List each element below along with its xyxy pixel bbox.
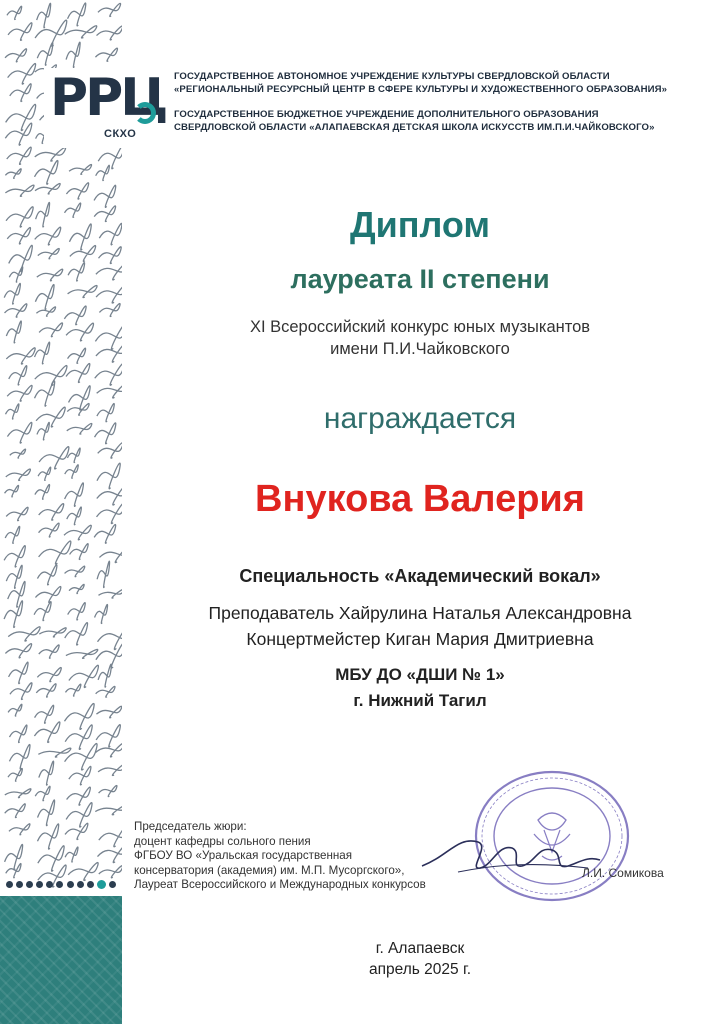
institution-1-line-1: ГОСУДАРСТВЕННОЕ АВТОНОМНОЕ УЧРЕЖДЕНИЕ КУЛЬТУРЫ СВЕРДЛОВСКОЙ ОБЛАСТИ: [174, 71, 610, 82]
school-city: г. Нижний Тагил: [353, 691, 487, 710]
jury-line-4: консерватория (академия) им. М.П. Мусоргского»,: [134, 863, 405, 877]
teacher: Преподаватель Хайрулина Наталья Александровна: [208, 603, 632, 623]
footer-place: г. Алапаевск: [375, 940, 465, 957]
diploma-degree: лауреата II степени: [290, 264, 550, 294]
dot-divider: [0, 878, 122, 890]
contest-name: [140, 316, 700, 360]
logo-ring-icon: [134, 102, 156, 124]
jury-line-3: ФГБОУ ВО «Уральская государственная: [134, 849, 352, 863]
school-block: [140, 662, 700, 714]
teal-pattern-band: [0, 896, 122, 1024]
contest-line-1: XI Всероссийский конкурс юных музыкантов: [249, 318, 591, 336]
logo-subtitle: СКХО: [104, 128, 137, 140]
school-name: МБУ ДО «ДШИ № 1»: [335, 665, 505, 684]
footer-date: апрель 2025 г.: [368, 961, 472, 978]
decorative-calligraphy-strip: [0, 0, 122, 1024]
signer-name: Л.И. Сомикова: [582, 866, 664, 880]
contest-line-2: имени П.И.Чайковского: [330, 340, 510, 358]
awarded-label: награждается: [323, 402, 517, 435]
jury-line-1: Председатель жюри:: [134, 820, 247, 833]
institution-2-line-2: СВЕРДЛОВСКОЙ ОБЛАСТИ «АЛАПАЕВСКАЯ ДЕТСКАЯ ШКОЛА ИСКУССТВ ИМ.П.И.ЧАЙКОВСКОГО»: [174, 122, 655, 133]
footer-block: [140, 938, 700, 980]
jury-line-2: доцент кафедры сольного пения: [134, 834, 311, 848]
institution-1-line-2: «РЕГИОНАЛЬНЫЙ РЕСУРСНЫЙ ЦЕНТР В СФЕРЕ КУЛЬТУРЫ И ХУДОЖЕСТВЕННОГО ОБРАЗОВАНИЯ»: [174, 84, 668, 95]
teachers-block: [140, 600, 700, 652]
jury-chairman-block: [134, 820, 426, 893]
institution-2: [174, 108, 655, 134]
institution-1: [174, 70, 667, 96]
specialty: Специальность «Академический вокал»: [239, 566, 601, 586]
diploma-title: Диплом: [349, 204, 491, 245]
signature: [418, 826, 604, 886]
accompanist: Концертмейстер Киган Мария Дмитриевна: [246, 629, 594, 649]
institution-2-line-1: ГОСУДАРСТВЕННОЕ БЮДЖЕТНОЕ УЧРЕЖДЕНИЕ ДОПОЛНИТЕЛЬНОГО ОБРАЗОВАНИЯ: [174, 109, 599, 120]
laureate-name: Внукова Валерия: [255, 478, 585, 520]
logo-mark: РРЦ: [50, 68, 166, 128]
organization-logo: [44, 68, 166, 148]
jury-line-5: Лауреат Всероссийского и Международных конкурсов: [134, 878, 426, 892]
